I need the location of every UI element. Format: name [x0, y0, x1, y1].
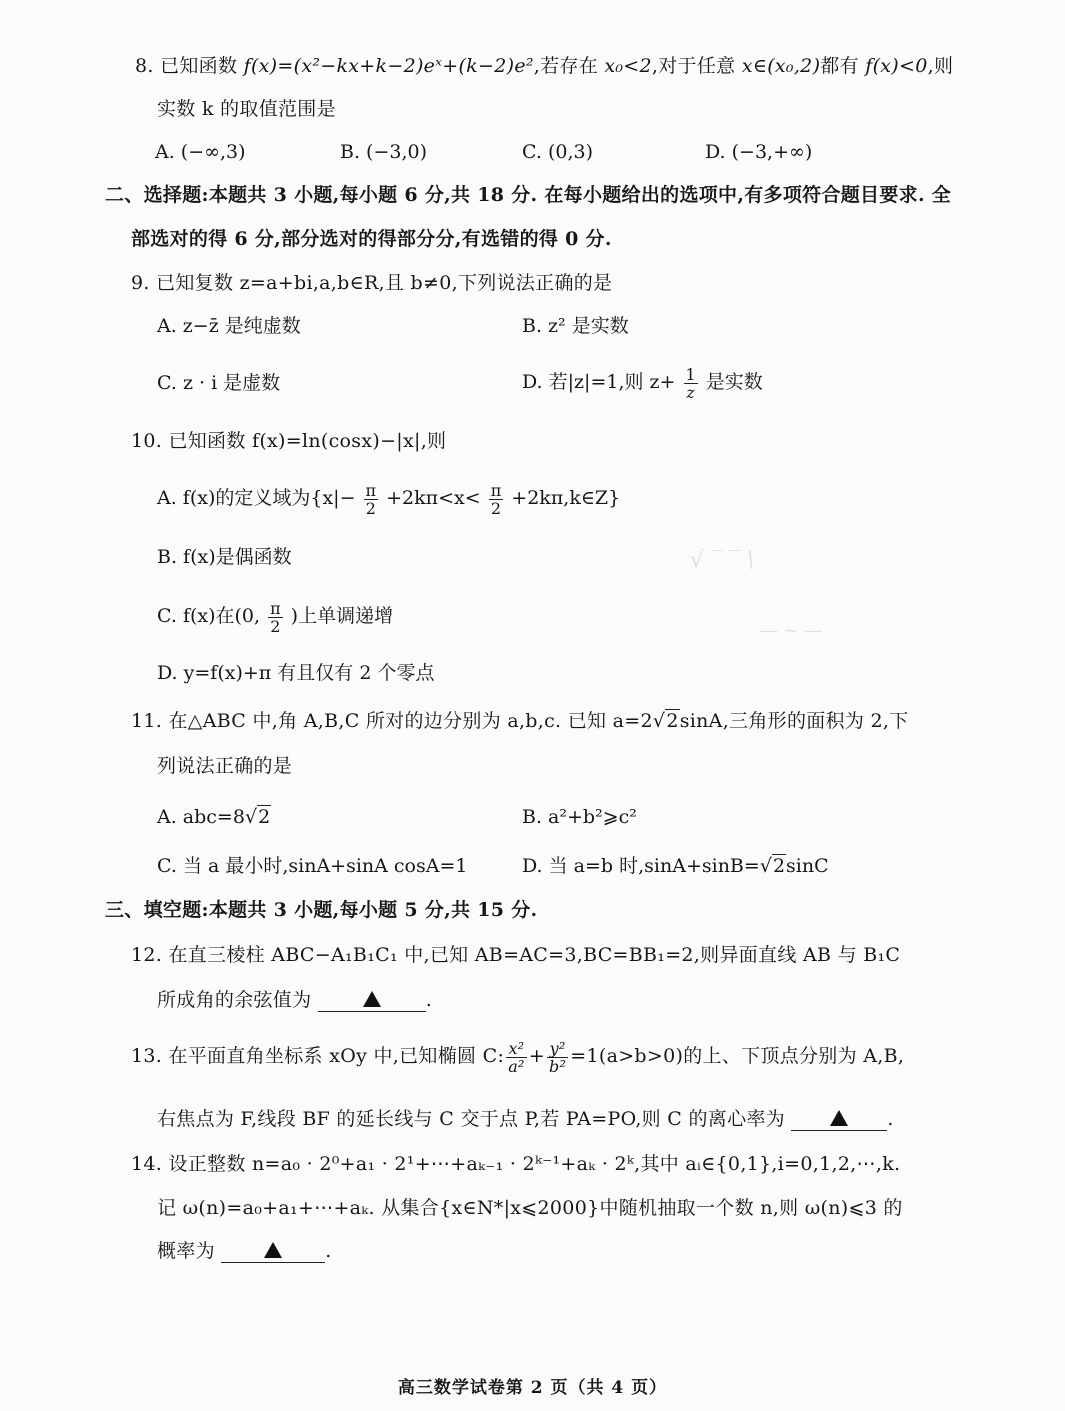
- q9-option-a: A. z−z̄ 是纯虚数: [157, 315, 301, 337]
- sqrt: √2: [759, 855, 786, 877]
- sqrt: √2: [652, 710, 679, 732]
- q9-option-d-text: 是实数: [705, 371, 763, 393]
- numerator: y²: [547, 1040, 568, 1058]
- q12-text: 所成角的余弦值为: [157, 989, 312, 1011]
- answer-blank[interactable]: [318, 989, 426, 1012]
- denominator: 2: [365, 498, 376, 518]
- q8-stem-line2: 实数 k 的取值范围是: [157, 98, 336, 120]
- section2-heading-line2: 部选对的得 6 分,部分选对的得部分分,有选错的得 0 分.: [131, 228, 612, 250]
- q12-end: .: [425, 989, 433, 1011]
- q11-option-d-text: sinC: [786, 855, 829, 877]
- fraction: [268, 600, 283, 635]
- sqrt: √2: [244, 806, 271, 828]
- q11-option-d: [522, 853, 829, 879]
- q11-option-c: C. 当 a 最小时,sinA+sinA cosA=1: [157, 855, 468, 877]
- q11-stem-line2: 列说法正确的是: [157, 755, 293, 777]
- denominator: z: [686, 382, 695, 402]
- radicand: 2: [258, 806, 271, 828]
- numerator: π: [490, 480, 502, 500]
- q10-option-c-text: )上单调递增: [290, 605, 394, 627]
- numerator: x²: [506, 1040, 527, 1058]
- numerator: π: [270, 598, 281, 618]
- q8-number: 8.: [135, 55, 154, 77]
- q8-option-b: B. (−3,0): [340, 141, 428, 163]
- q13-text: 右焦点为 F,线段 BF 的延长线与 C 交于点 P,若 PA=PO,则 C 的离心率为: [157, 1108, 785, 1130]
- radicand: 2: [772, 855, 786, 877]
- q9-stem: 9. 已知复数 z=a+bi,a,b∈R,且 b≠0,下列说法正确的是: [131, 272, 613, 294]
- q11-option-b: B. a²+b²⩾c²: [522, 806, 637, 828]
- denominator: 2: [490, 498, 502, 518]
- q11-text: 11. 在△ABC 中,角 A,B,C 所对的边分别为 a,b,c. 已知 a=2: [131, 710, 653, 732]
- fraction: [364, 482, 379, 517]
- q12-stem: 12. 在直三棱柱 ABC−A₁B₁C₁ 中,已知 AB=AC=3,BC=BB₁=2,则异面直线 AB 与 B₁C: [131, 944, 901, 966]
- q11-text: sinA,三角形的面积为 2,下: [679, 710, 909, 732]
- q11-option-a: [157, 804, 271, 830]
- q10-option-b: B. f(x)是偶函数: [157, 546, 292, 568]
- q8-function: f(x)=(x²−kx+k−2)eˣ+(k−2)e²: [243, 55, 534, 77]
- q10-option-a: [157, 476, 620, 520]
- q10-option-a-text: +2kπ<x<: [386, 487, 481, 509]
- denominator: b²: [548, 1056, 567, 1076]
- q13-end: .: [887, 1108, 894, 1130]
- q13-text: =1(a>b>0)的上、下顶点分别为 A,B,: [570, 1045, 905, 1067]
- q8-stem: [135, 53, 953, 79]
- q10-option-c: [157, 594, 393, 638]
- triangle-icon: [363, 991, 381, 1007]
- q9-option-d: [522, 360, 763, 404]
- q14-stem: 14. 设正整数 n=a₀ · 2⁰+a₁ · 2¹+⋯+aₖ₋₁ · 2ᵏ⁻¹+aₖ · 2ᵏ,其中 aᵢ∈{0,1},i=0,1,2,⋯,k.: [131, 1153, 901, 1175]
- fraction: [489, 482, 504, 517]
- answer-blank[interactable]: [791, 1108, 887, 1131]
- q8-option-c: C. (0,3): [522, 141, 593, 163]
- radicand: 2: [666, 710, 679, 732]
- fraction: [684, 366, 698, 401]
- numerator: π: [365, 480, 377, 500]
- plus-sign: +: [528, 1045, 545, 1067]
- section3-heading: 三、填空题:本题共 3 小题,每小题 5 分,共 15 分.: [105, 899, 538, 921]
- q8-option-d: D. (−3,+∞): [705, 141, 813, 163]
- triangle-icon: [830, 1110, 848, 1126]
- denominator: 2: [270, 616, 281, 636]
- show-through-mark: — ~ —: [760, 620, 823, 641]
- fraction: [547, 1040, 568, 1075]
- q8-text: 已知函数: [160, 55, 238, 77]
- q11-stem: [131, 708, 909, 734]
- q11-option-a-text: A. abc=8: [157, 806, 245, 828]
- q8-condition: x₀<2: [604, 55, 652, 77]
- q10-option-c-text: C. f(x)在(0,: [157, 605, 261, 627]
- triangle-icon: [264, 1242, 282, 1258]
- q8-option-a: A. (−∞,3): [155, 141, 246, 163]
- q8-inequality: f(x)<0: [865, 55, 928, 77]
- show-through-mark: √ ‾ ‾ \: [690, 548, 755, 573]
- q14-end: .: [325, 1240, 332, 1262]
- q14-stem-line2: 记 ω(n)=a₀+a₁+⋯+aₖ. 从集合{x∈N*|x⩽2000}中随机抽取一个数 n,则 ω(n)⩽3 的: [157, 1197, 903, 1219]
- q8-text: ,对于任意: [651, 55, 736, 77]
- q8-text: ,若存在: [533, 55, 599, 77]
- q9-option-b: B. z² 是实数: [522, 315, 629, 337]
- q10-option-d: D. y=f(x)+π 有且仅有 2 个零点: [157, 662, 435, 684]
- q14-text: 概率为: [157, 1240, 215, 1262]
- answer-blank[interactable]: [221, 1240, 325, 1263]
- q8-text: 都有: [820, 55, 859, 77]
- q10-option-a-text: A. f(x)的定义域为{x|−: [157, 487, 356, 509]
- q10-option-a-text: +2kπ,k∈Z}: [511, 487, 621, 509]
- section2-heading: 二、选择题:本题共 3 小题,每小题 6 分,共 18 分. 在每小题给出的选项中,有多项符合题目要求. 全: [105, 184, 952, 206]
- q13-text: 13. 在平面直角坐标系 xOy 中,已知椭圆 C:: [131, 1045, 505, 1067]
- q8-interval: x∈(x₀,2): [741, 55, 821, 77]
- page-footer: 高三数学试卷第 2 页（共 4 页）: [397, 1378, 668, 1398]
- q13-stem-line2: [157, 1106, 894, 1132]
- q14-stem-line3: [157, 1238, 332, 1264]
- q10-stem: 10. 已知函数 f(x)=ln(cosx)−|x|,则: [131, 430, 447, 452]
- q8-text: ,则: [927, 55, 954, 77]
- q9-option-d-text: D. 若|z|=1,则 z+: [522, 371, 676, 393]
- q11-option-d-text: D. 当 a=b 时,sinA+sinB=: [522, 855, 760, 877]
- q12-stem-line2: [157, 987, 432, 1013]
- q13-stem: [131, 1032, 904, 1080]
- q9-option-c: C. z · i 是虚数: [157, 372, 281, 394]
- denominator: a²: [508, 1056, 525, 1076]
- fraction: [506, 1040, 527, 1075]
- numerator: 1: [685, 364, 696, 384]
